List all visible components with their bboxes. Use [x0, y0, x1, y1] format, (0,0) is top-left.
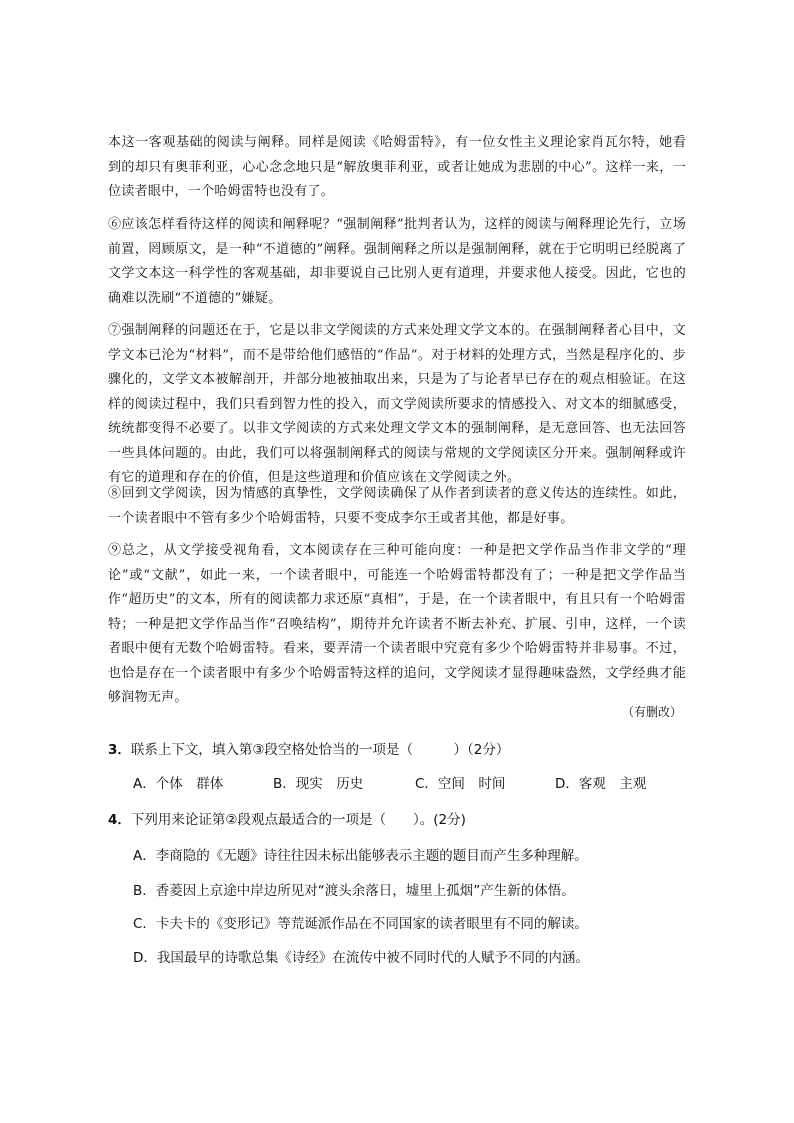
- question-3: [108, 738, 708, 758]
- passage-paragraph-8: ⑧回到文学阅读，因为情感的真挚性，文学阅读确保了从作者到读者的意义传达的连续性。如此，一个读者眼中不管有多少个哈姆雷特，只要不变成李尔王或者其他，都是好事。: [108, 486, 686, 526]
- question-4-option-b[interactable]: B．香菱因上京途中岸边所见对“渡头余落日，墟里上孤烟”产生新的体悟。: [133, 883, 575, 899]
- question-3-number: 3．: [108, 742, 131, 758]
- question-3-option-c[interactable]: C．空间 时间: [415, 776, 506, 792]
- question-4-option-a[interactable]: A．李商隐的《无题》诗往往因未标出能够表示主题的题目而产生多种理解。: [133, 848, 588, 864]
- passage-paragraph-intro: 本这一客观基础的阅读与阐释。同样是阅读《哈姆雷特》，有一位女性主义理论家肖瓦尔特，她看到的却只有奥菲利亚，心心念念地只是“解放奥菲利亚，或者让她成为悲剧的中心”。这样一来，一位读者眼中，一个哈姆雷特也没有了。: [108, 135, 686, 199]
- question-3-option-d[interactable]: D．客观 主观: [555, 776, 647, 792]
- question-4-number: 4．: [108, 812, 131, 828]
- question-3-options: [133, 772, 713, 792]
- source-note: （有删改）: [621, 705, 682, 719]
- passage-paragraph-7: ⑦强制阐释的问题还在于，它是以非文学阅读的方式来处理文学文本的。在强制阐释者心目中，文学文本已沦为“材料”，而不是带给他们感悟的“作品”。对于材料的处理方式，当然是程序化的、步骤化的，文学文本被解剖开，并部分地被抽取出来，只是为了与论者早已存在的观点相验证。在这样的阅读过程中，我们只看到智力性的投入，而文学阅读所要求的情感投入、对文本的细腻感受，统统都变得不必要了。以非文学阅读的方式来处理文学文本的强制阐释，是无意回答、也无法回答一些具体问题的。由此，我们可以将强制阐释式的阅读与常规的文学阅读区分开来。强制阐释或许有它的道理和存在的价值，但是这些道理和价值应该在文学阅读之外。: [108, 323, 686, 485]
- question-4: [108, 808, 708, 828]
- question-4-option-d[interactable]: D．我国最早的诗歌总集《诗经》在流传中被不同时代的人赋予不同的内涵。: [133, 950, 589, 966]
- question-3-option-a[interactable]: A．个体 群体: [133, 776, 224, 792]
- question-4-stem: 下列用来论证第②段观点最适合的一项是（ ）。(2分): [130, 812, 466, 828]
- question-4-option-c[interactable]: C．卡夫卡的《变形记》等荒诞派作品在不同国家的读者眼里有不同的解读。: [133, 916, 588, 932]
- question-3-option-b[interactable]: B．现实 历史: [273, 776, 364, 792]
- question-3-stem: 联系上下文，填入第③段空格处恰当的一项是（ ）（2分）: [130, 742, 510, 758]
- passage-paragraph-9: ⑨总之，从文学接受视角看，文本阅读存在三种可能向度：一种是把文学作品当作非文学的“理论”或“文献”，如此一来，一个读者眼中，可能连一个哈姆雷特都没有了；一种是把文学作品当作“超历史”的文本，所有的阅读都力求还原“真相”，于是，在一个读者眼中，有且只有一个哈姆雷特；一种是把文学作品当作“召唤结构”，期待并允许读者不断去补充、扩展、引申，这样，一个读者眼中便有无数个哈姆雷特。看来，要弄清一个读者眼中究竟有多少个哈姆雷特并非易事。不过，也恰是存在一个读者眼中有多少个哈姆雷特这样的追问，文学阅读才显得趣味盎然，文学经典才能够润物无声。: [108, 543, 686, 705]
- passage-paragraph-6: ⑥应该怎样看待这样的阅读和阐释呢？“强制阐释”批判者认为，这样的阅读与阐释理论先行，立场前置，罔顾原文，是一种“不道德的”阐释。强制阐释之所以是强制阐释，就在于它明明已经脱离了文学文本这一科学性的客观基础，却非要说自己比别人更有道理，并要求他人接受。因此，它也的确难以洗刷“不道德的”嫌疑。: [108, 217, 686, 306]
